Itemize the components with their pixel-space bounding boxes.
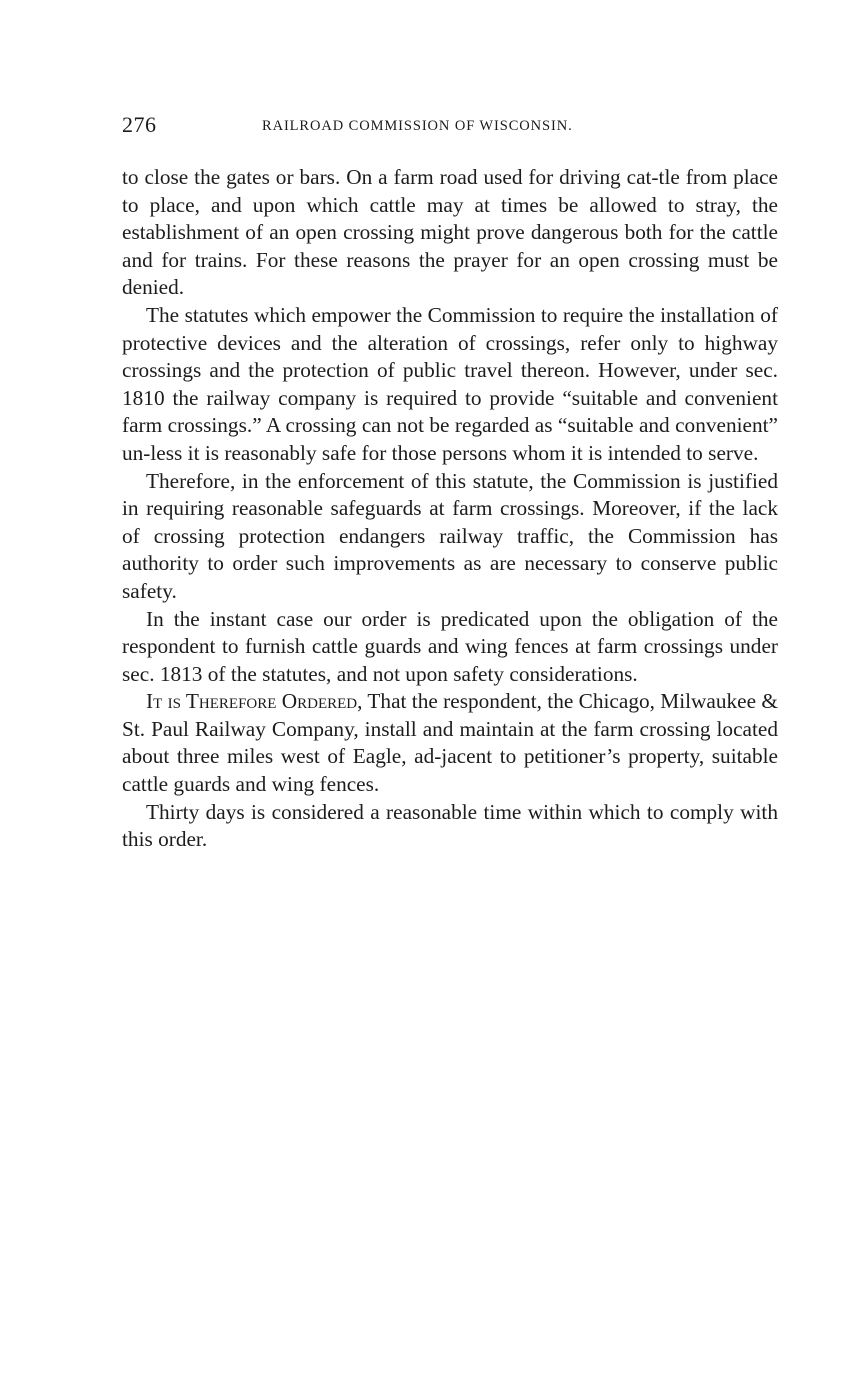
paragraph-statutes: The statutes which empower the Commission to require the installation of protective devices and the alteration of crossings, refer only to highway crossings and the protection of public travel thereon. However, under sec. 1810 the railway company is required to provide “suitable and convenient farm crossings.” A crossing can not be regarded as “suitable and convenient” un-less it is reasonably safe for those persons whom it is intended to serve. xyxy=(122,302,778,465)
page-number: 276 xyxy=(122,112,157,137)
order-text: That the respondent, the Chicago, Milwaukee & St. Paul Railway Company, install and maintain at the farm crossing located about three miles west of Eagle, ad-jacent to petitioner’s property, suitable cattle guards and wing fences. xyxy=(122,689,778,797)
paragraph-enforcement: Therefore, in the enforcement of this statute, the Commission is justified in requiring reasonable safeguards at farm crossings. Moreover, if the lack of crossing protection endangers railway traffic, the Commission has authority to order such improvements as are necessary to conserve public safety. xyxy=(122,468,778,603)
paragraph-order xyxy=(122,688,778,798)
running-head: RAILROAD COMMISSION OF WISCONSIN. xyxy=(262,118,573,134)
body-text xyxy=(122,164,778,854)
paragraph-instant-case: In the instant case our order is predicated upon the obligation of the respondent to furnish cattle guards and wing fences at farm crossings under sec. 1813 of the statutes, and not upon safety considerations. xyxy=(122,606,778,686)
order-lead: It is Therefore Ordered, xyxy=(146,689,363,714)
paragraph-compliance: Thirty days is considered a reasonable time within which to comply with this order. xyxy=(122,799,778,852)
paragraph-continued: to close the gates or bars. On a farm road used for driving cat-tle from place to place, and upon which cattle may at times be allowed to stray, the establishment of an open crossing might prove dangerous both for the cattle and for trains. For these reasons the prayer for an open crossing must be denied. xyxy=(122,165,778,300)
page-header xyxy=(122,112,776,142)
